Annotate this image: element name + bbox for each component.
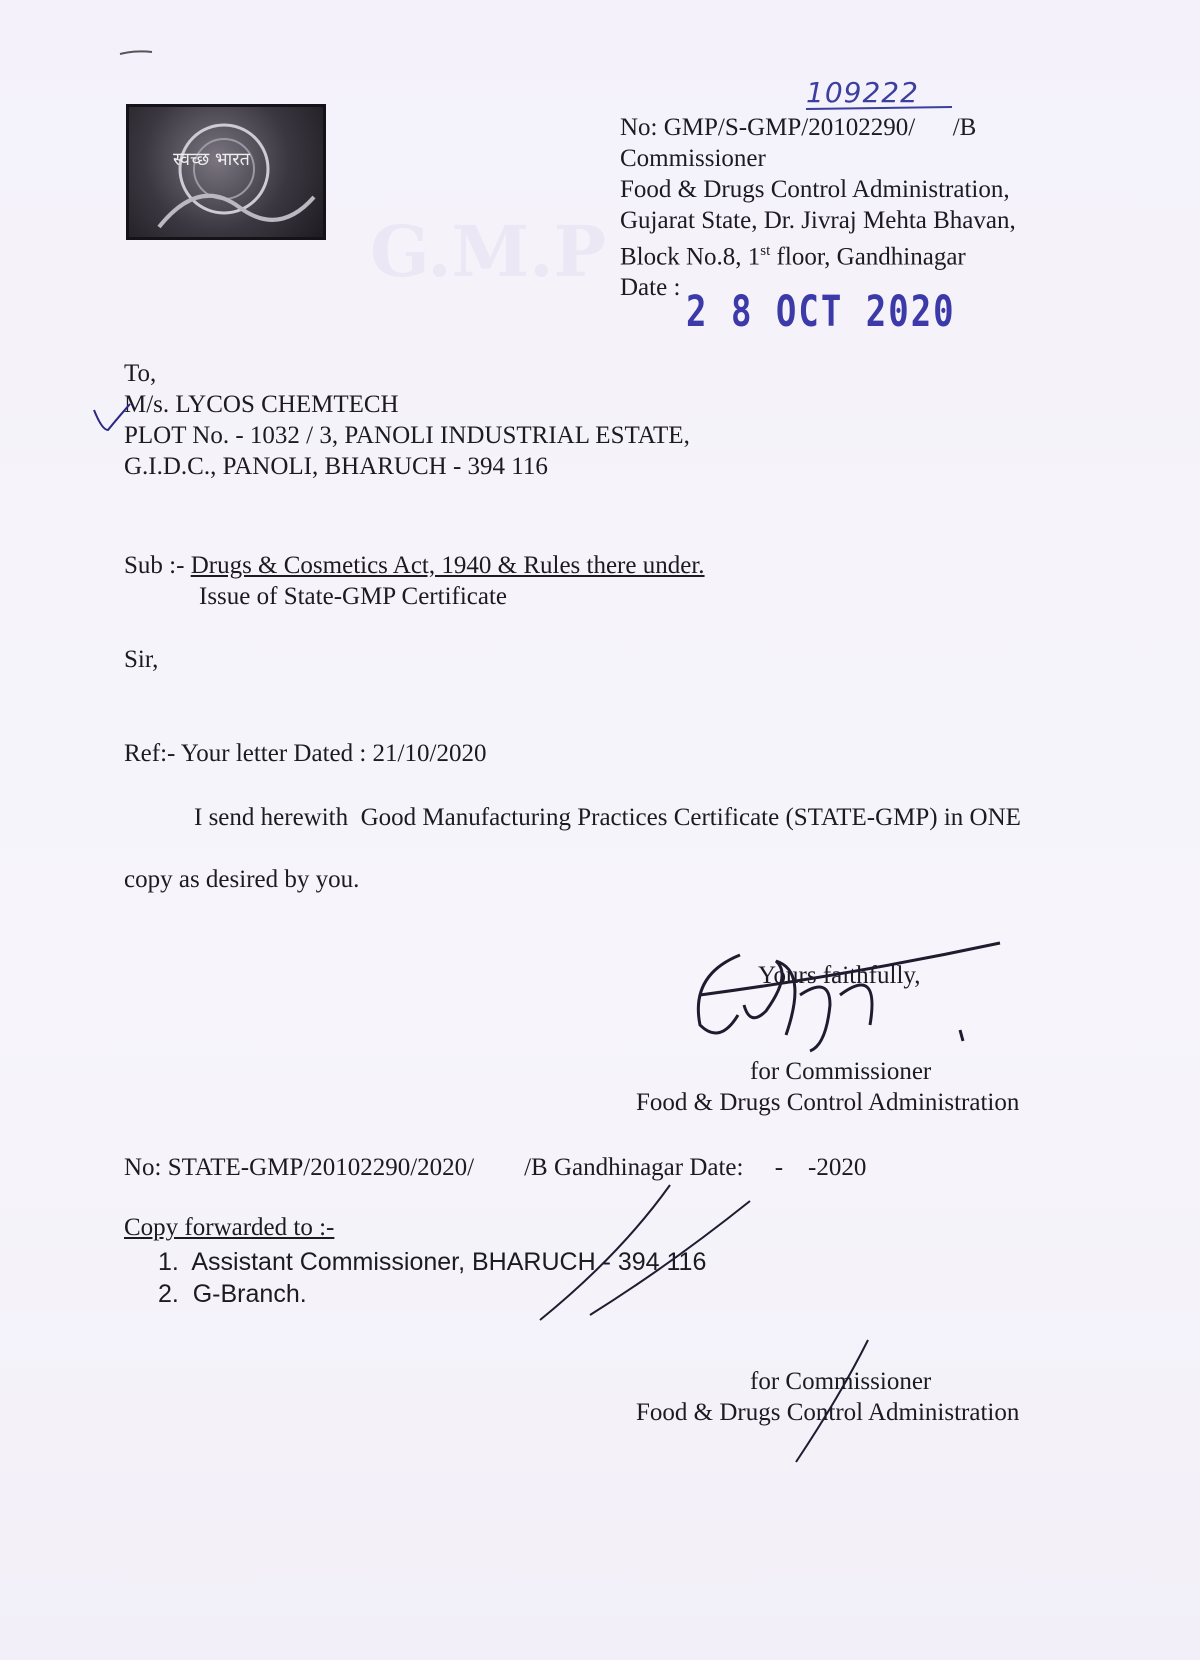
handwritten-number: 109222 [806, 76, 919, 109]
subject-block [124, 550, 705, 581]
yours-faithfully: Yours faithfully, [758, 962, 921, 989]
addressee-address-1: PLOT No. - 1032 / 3, PANOLI INDUSTRIAL ESTATE, [124, 422, 690, 449]
addressee-name: M/s. LYCOS CHEMTECH [124, 391, 399, 418]
addressee-block [124, 358, 690, 482]
to-label: To, [124, 360, 157, 387]
body-line-2: copy as desired by you. [124, 866, 360, 893]
office-line-1: Commissioner [620, 145, 766, 172]
copy-item-2: 2. G-Branch. [158, 1280, 307, 1308]
closing2-for-commissioner: for Commissioner [750, 1368, 932, 1395]
copy-forwarded-heading: Copy forwarded to :- [124, 1214, 335, 1241]
subject-line-1: Drugs & Cosmetics Act, 1940 & Rules there under. [190, 552, 705, 579]
scan-mark-icon [118, 44, 154, 60]
salutation: Sir, [124, 646, 159, 673]
reference-line: Ref:- Your letter Dated : 21/10/2020 [124, 740, 487, 767]
tick-mark-icon [90, 400, 134, 434]
addressee-address-2: G.I.D.C., PANOLI, BHARUCH - 394 116 [124, 453, 548, 480]
copy-item-1: 1. Assistant Commissioner, BHARUCH - 394 116 [158, 1248, 707, 1276]
footer-reference: No: STATE-GMP/20102290/2020/ /B Gandhinagar Date: - -2020 [124, 1154, 867, 1181]
office-line-2: Food & Drugs Control Administration, [620, 176, 1010, 203]
office-line-4: Block No.8, 1st floor, Gandhinagar [620, 243, 966, 271]
date-stamp: 2 8 OCT 2020 [686, 287, 956, 337]
show-through-watermark: G.M.P [370, 210, 607, 293]
subject-label: Sub :- [124, 552, 185, 579]
body-line-1: I send herewith Good Manufacturing Practices Certificate (STATE-GMP) in ONE [194, 804, 1021, 831]
closing-for-commissioner: for Commissioner [750, 1058, 932, 1085]
signature-icon [680, 935, 1010, 1055]
reference-number: No: GMP/S-GMP/20102290/ /B [620, 114, 977, 141]
date-label: Date : [620, 274, 681, 302]
header-block [620, 112, 1016, 303]
closing2-office: Food & Drugs Control Administration [636, 1399, 1020, 1426]
logo-emblem-icon [129, 107, 326, 240]
pen-strokes-icon [520, 1175, 760, 1325]
office-line-3: Gujarat State, Dr. Jivraj Mehta Bhavan, [620, 207, 1016, 234]
handwritten-underline-icon [804, 104, 954, 112]
logo-text: स्वच्छ भारत [173, 149, 250, 170]
closing-office: Food & Drugs Control Administration [636, 1089, 1020, 1116]
swachh-bharat-logo [126, 104, 326, 240]
closing2-strike-icon [790, 1336, 870, 1466]
subject-line-2: Issue of State-GMP Certificate [199, 583, 508, 610]
